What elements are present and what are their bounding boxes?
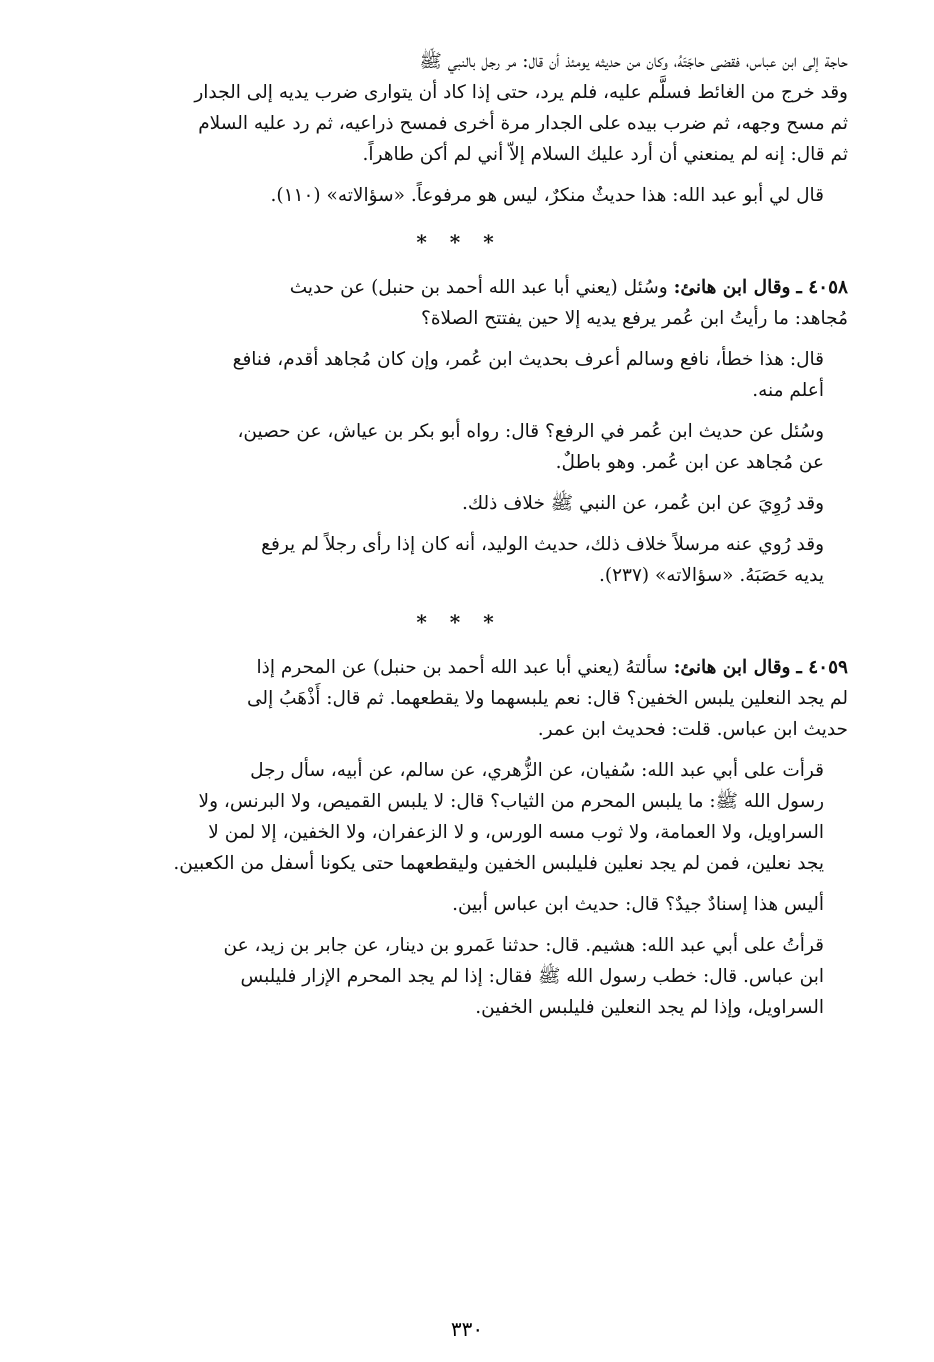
text-line: أعلم منه. (752, 380, 824, 401)
text-line: ثم مسح وجهه، ثم ضرب بيده على الجدار مرة أخرى فمسح ذراعيه، ثم رد عليه السلام (198, 113, 848, 134)
section-separator: * * * (416, 610, 502, 634)
entry-4059-reading-2 (70, 930, 848, 1023)
text-line: السراويل، ولا العمامة، ولا ثوب مسه الورس، و لا الزعفران، ولا الخفين، إلا لمن لا (208, 822, 824, 843)
continued-hadith-paragraph (70, 46, 848, 170)
entry-4058-mursal (70, 529, 848, 591)
section-separator: * * * (416, 230, 502, 254)
entry-number: ٤٠٥٩ ـ (796, 657, 848, 678)
text-line: قال لي أبو عبد الله: هذا حديثٌ منكرٌ، ليس هو مرفوعاً. «سؤالاته» (١١٠). (270, 185, 824, 206)
entry-question-text: وسُئل (يعني أبا عبد الله أحمد بن حنبل) عن حديث (289, 277, 674, 298)
text-line: أليس هذا إسنادٌ جيدٌ؟ قال: حديث ابن عباس أبين. (452, 894, 824, 915)
text-line (70, 272, 848, 303)
document-page (70, 46, 848, 1346)
text-line: قرأت على أبي عبد الله: سُفيان، عن الزُّهري، عن سالم، عن أبيه، سأل رجل (250, 760, 824, 781)
entry-4059-isnad-question (70, 889, 848, 920)
text-line: وقد رُوي عنه مرسلاً خلاف ذلك، حديث الوليد، أنه كان إذا رأى رجلاً لم يرفع (261, 534, 824, 555)
text-line: يجد نعلين، فمن لم يجد نعلين فليلبس الخفين وليقطعهما حتى يكونا أسفل من الكعبين. (173, 853, 824, 874)
text-line: قرأتُ على أبي عبد الله: هشيم. قال: حدثنا عَمرو بن دينار، عن جابر بن زيد، عن (223, 935, 824, 956)
text-line: السراويل، وإذا لم يجد النعلين فليلبس الخفين. (475, 997, 824, 1018)
text-line: مُجاهد: ما رأيتُ ابن عُمر يرفع يديه إلا حين يفتتح الصلاة؟ (421, 308, 848, 329)
text-line: عن مُجاهد عن ابن عُمر. وهو باطلٌ. (555, 452, 824, 473)
entry-4059-reading-1 (70, 755, 848, 879)
text-line (70, 652, 848, 683)
entry-speaker: وقال ابن هانئ: (673, 657, 791, 678)
entry-4059-question (70, 652, 848, 745)
entry-speaker: وقال ابن هانئ: (673, 277, 791, 298)
entry-4058-followup (70, 416, 848, 478)
text-line: ثم قال: إنه لم يمنعني أن أرد عليك السلام إلاّ أني لم أكن طاهراً. (362, 144, 848, 165)
text-line: ابن عباس. قال: خطب رسول الله ﷺ فقال: إذا لم يجد المحرم الإزار فليلبس (240, 966, 824, 987)
text-line: وقد خرج من الغائط فسلَّم عليه، فلم يرد، حتى إذا كاد أن يتوارى ضرب يديه إلى الجدار (194, 82, 848, 103)
entry-4058-narration (70, 488, 848, 519)
entry-4058-question (70, 272, 848, 334)
entry-4058-answer (70, 344, 848, 406)
ruling-note (70, 180, 848, 211)
text-line: وسُئل عن حديث ابن عُمر في الرفع؟ قال: رواه أبو بكر بن عياش، عن حصين، (237, 421, 824, 442)
text-line: حديث ابن عباس. قلت: فحديث ابن عمر. (537, 719, 848, 740)
text-line: وقد رُوِيَ عن ابن عُمر، عن النبي ﷺ خلاف ذلك. (462, 493, 824, 514)
text-line: قال: هذا خطأ، نافع وسالم أعرف بحديث ابن عُمر، وإن كان مُجاهد أقدم، فنافع (232, 349, 824, 370)
text-line: رسول الله ﷺ: ما يلبس المحرم من الثياب؟ قال: لا يلبس القميص، ولا البرنس، ولا (198, 791, 824, 812)
text-line: يديه حَصَبَهُ. «سؤالاته» (٢٣٧). (598, 565, 824, 586)
text-line: لم يجد النعلين يلبس الخفين؟ قال: نعم يلبسهما ولا يقطعهما. ثم قال: أَذْهَبُ إلى (247, 688, 848, 709)
entry-question-text: سألتهُ (يعني أبا عبد الله أحمد بن حنبل) عن المحرم إذا (256, 657, 674, 678)
text-line: حاجة إلى ابن عباس، فقضى حاجَتَهُ، وكان من حديثه يومئذ أن قال: مر رجل بالنبي ﷺ (419, 51, 848, 72)
page-number: ٣٣٠ (450, 1319, 484, 1341)
entry-number: ٤٠٥٨ ـ (796, 277, 848, 298)
